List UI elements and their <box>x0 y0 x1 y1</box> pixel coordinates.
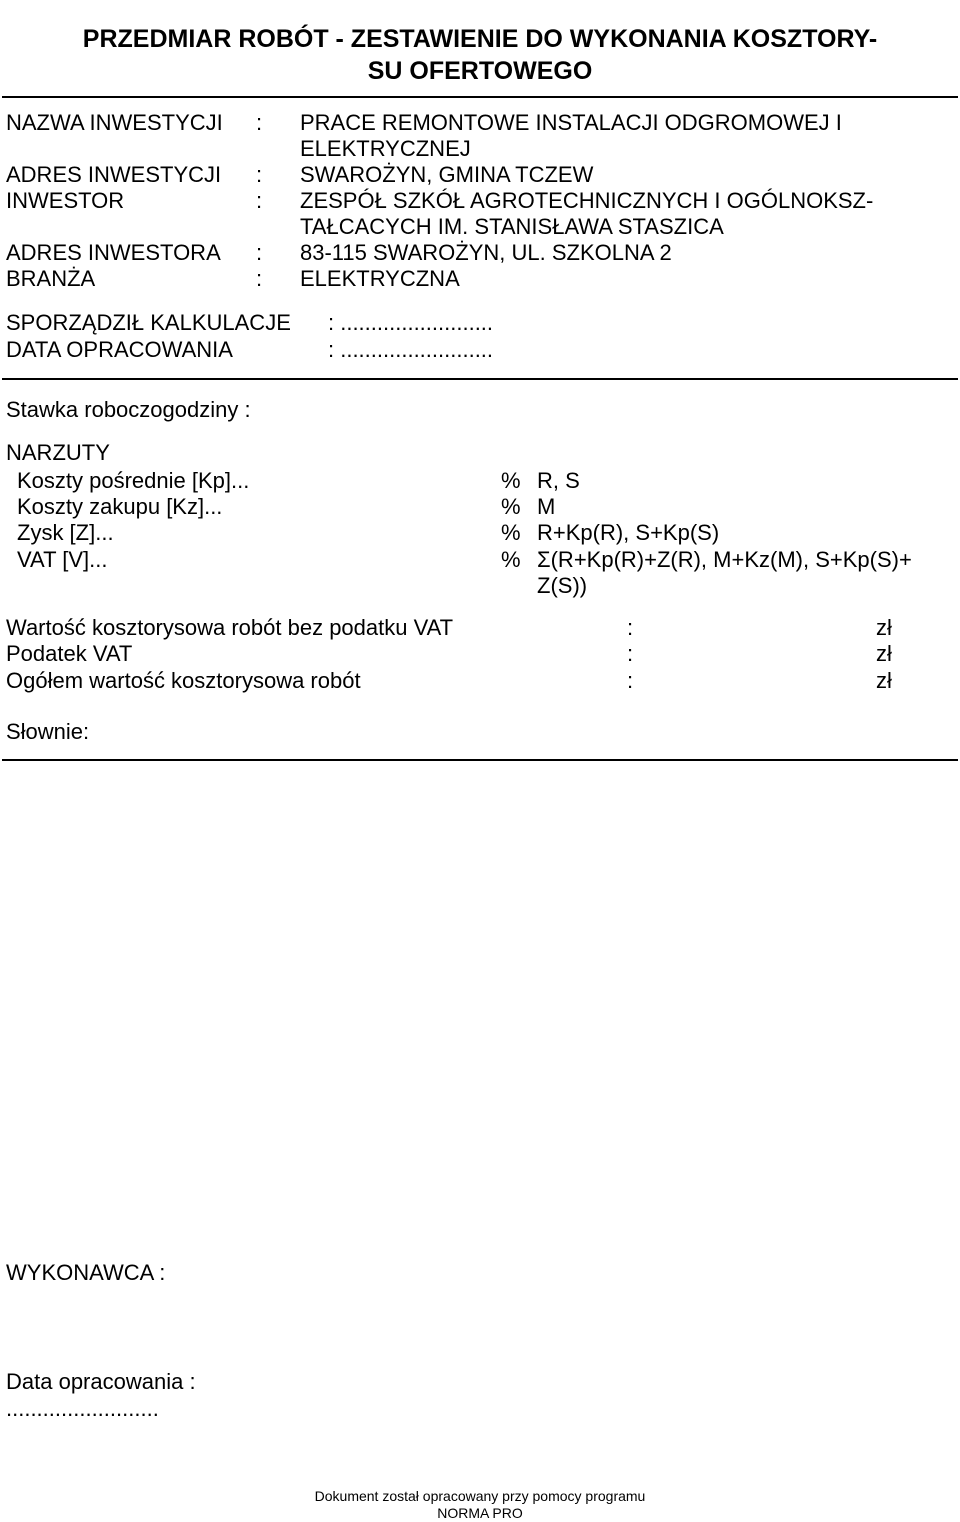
indirect-costs-unit: % <box>501 468 521 493</box>
profit-label: Zysk [Z]... <box>17 520 114 545</box>
preparation-date-value: : ......................... <box>328 337 494 362</box>
vat-basis: Σ(R+Kp(R)+Z(R), M+Kz(M), S+Kp(S)+ <box>537 547 912 572</box>
vat-label: VAT [V]... <box>17 547 108 572</box>
total-value-colon: : <box>627 668 634 693</box>
investment-address-value: SWAROŻYN, GMINA TCZEW <box>300 162 594 187</box>
investment-address-colon: : <box>256 162 263 187</box>
purchase-costs-basis: M <box>537 494 556 519</box>
investor-address-value: 83-115 SWAROŻYN, UL. SZKOLNA 2 <box>300 240 672 265</box>
purchase-costs-unit: % <box>501 494 521 519</box>
profit-unit: % <box>501 520 521 545</box>
investor-label: INWESTOR <box>6 188 125 213</box>
document-title-line2: SU OFERTOWEGO <box>367 57 593 85</box>
investor-value-cont: TAŁCACYCH IM. STANISŁAWA STASZICA <box>300 214 724 239</box>
trade-colon: : <box>256 266 263 291</box>
prepared-by-label: SPORZĄDZIŁ KALKULACJE <box>6 310 291 335</box>
vat-basis-cont: Z(S)) <box>537 573 588 598</box>
vat-tax-currency: zł <box>876 641 892 666</box>
contractor-label: WYKONAWCA : <box>6 1260 166 1285</box>
net-value-label: Wartość kosztorysowa robót bez podatku VAT <box>6 615 454 640</box>
contractor-date-label: Data opracowania : <box>6 1369 196 1394</box>
vat-tax-label: Podatek VAT <box>6 641 133 666</box>
preparation-date-label: DATA OPRACOWANIA <box>6 337 233 362</box>
totals-divider <box>2 759 958 761</box>
net-value-currency: zł <box>876 615 892 640</box>
indirect-costs-basis: R, S <box>537 468 580 493</box>
footer-note: Dokument został opracowany przy pomocy programu <box>314 1488 646 1504</box>
purchase-costs-label: Koszty zakupu [Kz]... <box>17 494 223 519</box>
investor-value: ZESPÓŁ SZKÓŁ AGROTECHNICZNYCH I OGÓLNOKSZ- <box>300 188 874 213</box>
investment-name-value-cont: ELEKTRYCZNEJ <box>300 136 471 161</box>
trade-value: ELEKTRYCZNA <box>300 266 460 291</box>
vat-unit: % <box>501 547 521 572</box>
surcharges-heading: NARZUTY <box>6 440 110 465</box>
investment-name-label: NAZWA INWESTYCJI <box>6 110 223 135</box>
hourly-rate-label: Stawka roboczogodziny : <box>6 397 251 422</box>
investor-colon: : <box>256 188 263 213</box>
profit-basis: R+Kp(R), S+Kp(S) <box>537 520 720 545</box>
document-title-line1: PRZEDMIAR ROBÓT - ZESTAWIENIE DO WYKONANIA KOSZTORY- <box>82 25 878 53</box>
contractor-date-value: ......................... <box>6 1396 159 1421</box>
amount-in-words-label: Słownie: <box>6 719 90 744</box>
investment-address-label: ADRES INWESTYCJI <box>6 162 222 187</box>
investor-address-label: ADRES INWESTORA <box>6 240 221 265</box>
title-divider <box>2 96 958 98</box>
investment-name-value: PRACE REMONTOWE INSTALACJI ODGROMOWEJ I <box>300 110 842 135</box>
investment-name-colon: : <box>256 110 263 135</box>
investor-address-colon: : <box>256 240 263 265</box>
indirect-costs-label: Koszty pośrednie [Kp]... <box>17 468 250 493</box>
total-value-currency: zł <box>876 668 892 693</box>
net-value-colon: : <box>627 615 634 640</box>
prepared-by-value: : ......................... <box>328 310 494 335</box>
footer-program-name: NORMA PRO <box>437 1505 523 1521</box>
section-divider <box>2 378 958 380</box>
vat-tax-colon: : <box>627 641 634 666</box>
total-value-label: Ogółem wartość kosztorysowa robót <box>6 668 361 693</box>
trade-label: BRANŻA <box>6 266 96 291</box>
